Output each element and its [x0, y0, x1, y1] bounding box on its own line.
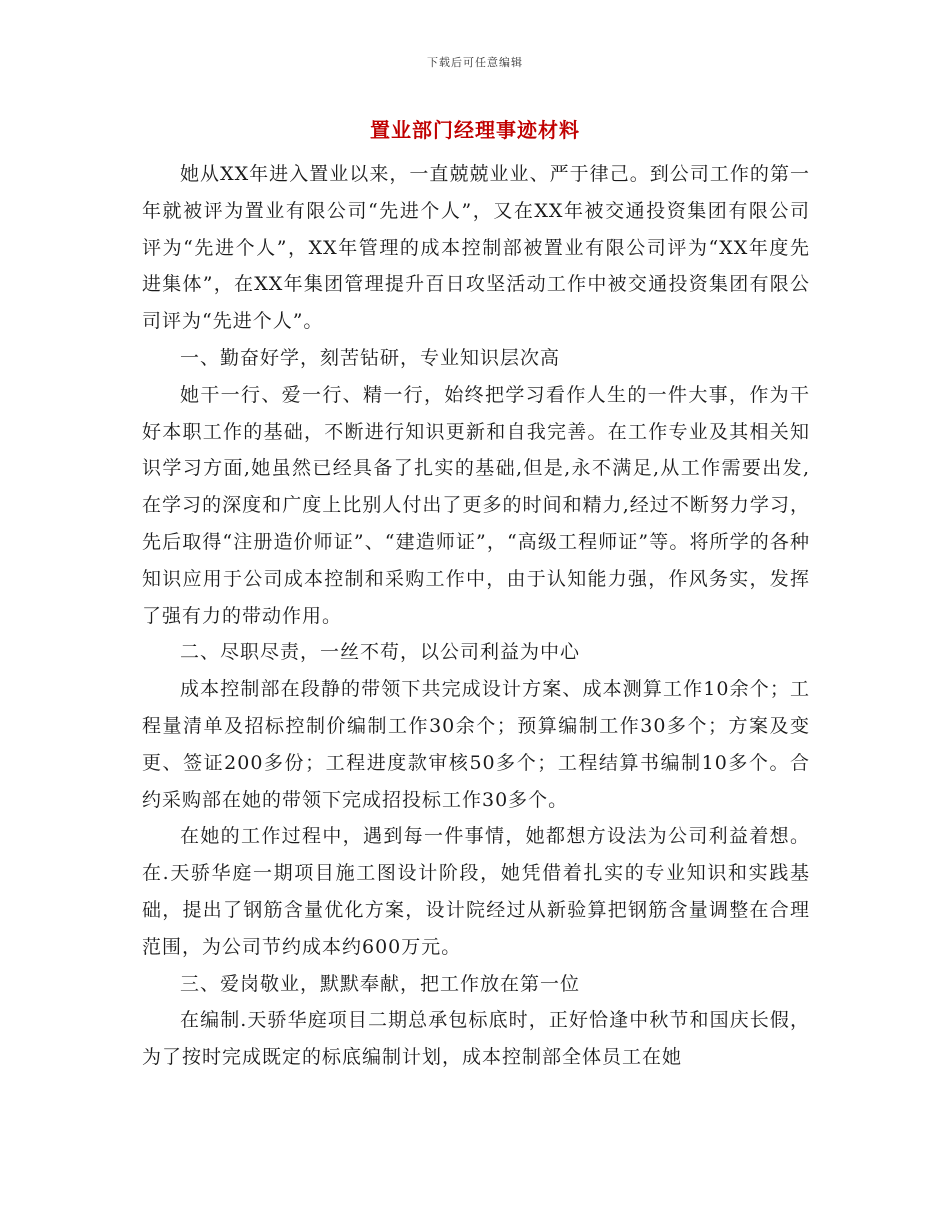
header-note: 下载后可任意编辑	[427, 56, 523, 69]
document-title: 置业部门经理事迹材料	[370, 118, 580, 142]
paragraph-study: 她干一行、爱一行、精一行，始终把学习看作人生的一件大事，作为干好本职工作的基础，不断进行知识更新和自我完善。在工作专业及其相关知识学习方面,她虽然已经具备了扎实的基础,但是,永不满足,从工作需要出发,在学习的深度和广度上比别人付出了更多的时间和精力,经过不断努力学习，先后取得“注册造价师证”、“建造师证”，“高级工程师证”等。将所学的各种知识应用于公司成本控制和采购工作中，由于认知能力强，作风务实，发挥了强有力的带动作用。	[142, 383, 810, 627]
section-heading-3: 三、爱岗敬业，默默奉献，把工作放在第一位	[180, 972, 581, 995]
section-heading-1: 一、勤奋好学，刻苦钻研，专业知识层次高	[180, 346, 561, 369]
document-body	[142, 156, 810, 1076]
paragraph-achievements: 成本控制部在段静的带领下共完成设计方案、成本测算工作10余个；工程量清单及招标控制价编制工作30余个；预算编制工作30多个；方案及变更、签证200多份；工程进度款审核50多个；工程结算书编制10多个。合约采购部在她的带领下完成招投标工作30多个。	[142, 678, 810, 811]
paragraph-dedication: 在编制.天骄华庭项目二期总承包标底时，正好恰逢中秋节和国庆长假，为了按时完成既定的标底编制计划，成本控制部全体员工在她	[142, 1009, 810, 1069]
paragraph-intro: 她从XX年进入置业以来，一直兢兢业业、严于律己。到公司工作的第一年就被评为置业有限公司“先进个人”，又在XX年被交通投资集团有限公司评为“先进个人”，XX年管理的成本控制部被置业有限公司评为“XX年度先进集体”，在XX年集团管理提升百日攻坚活动工作中被交通投资集团有限公司评为“先进个人”。	[142, 163, 810, 333]
section-heading-2: 二、尽职尽责，一丝不苟，以公司利益为中心	[180, 641, 581, 664]
paragraph-cost-saving: 在她的工作过程中，遇到每一件事情，她都想方设法为公司利益着想。在.天骄华庭一期项目施工图设计阶段，她凭借着扎实的专业知识和实践基础，提出了钢筋含量优化方案，设计院经过从新验算把钢筋含量调整在合理范围，为公司节约成本约600万元。	[142, 825, 810, 958]
